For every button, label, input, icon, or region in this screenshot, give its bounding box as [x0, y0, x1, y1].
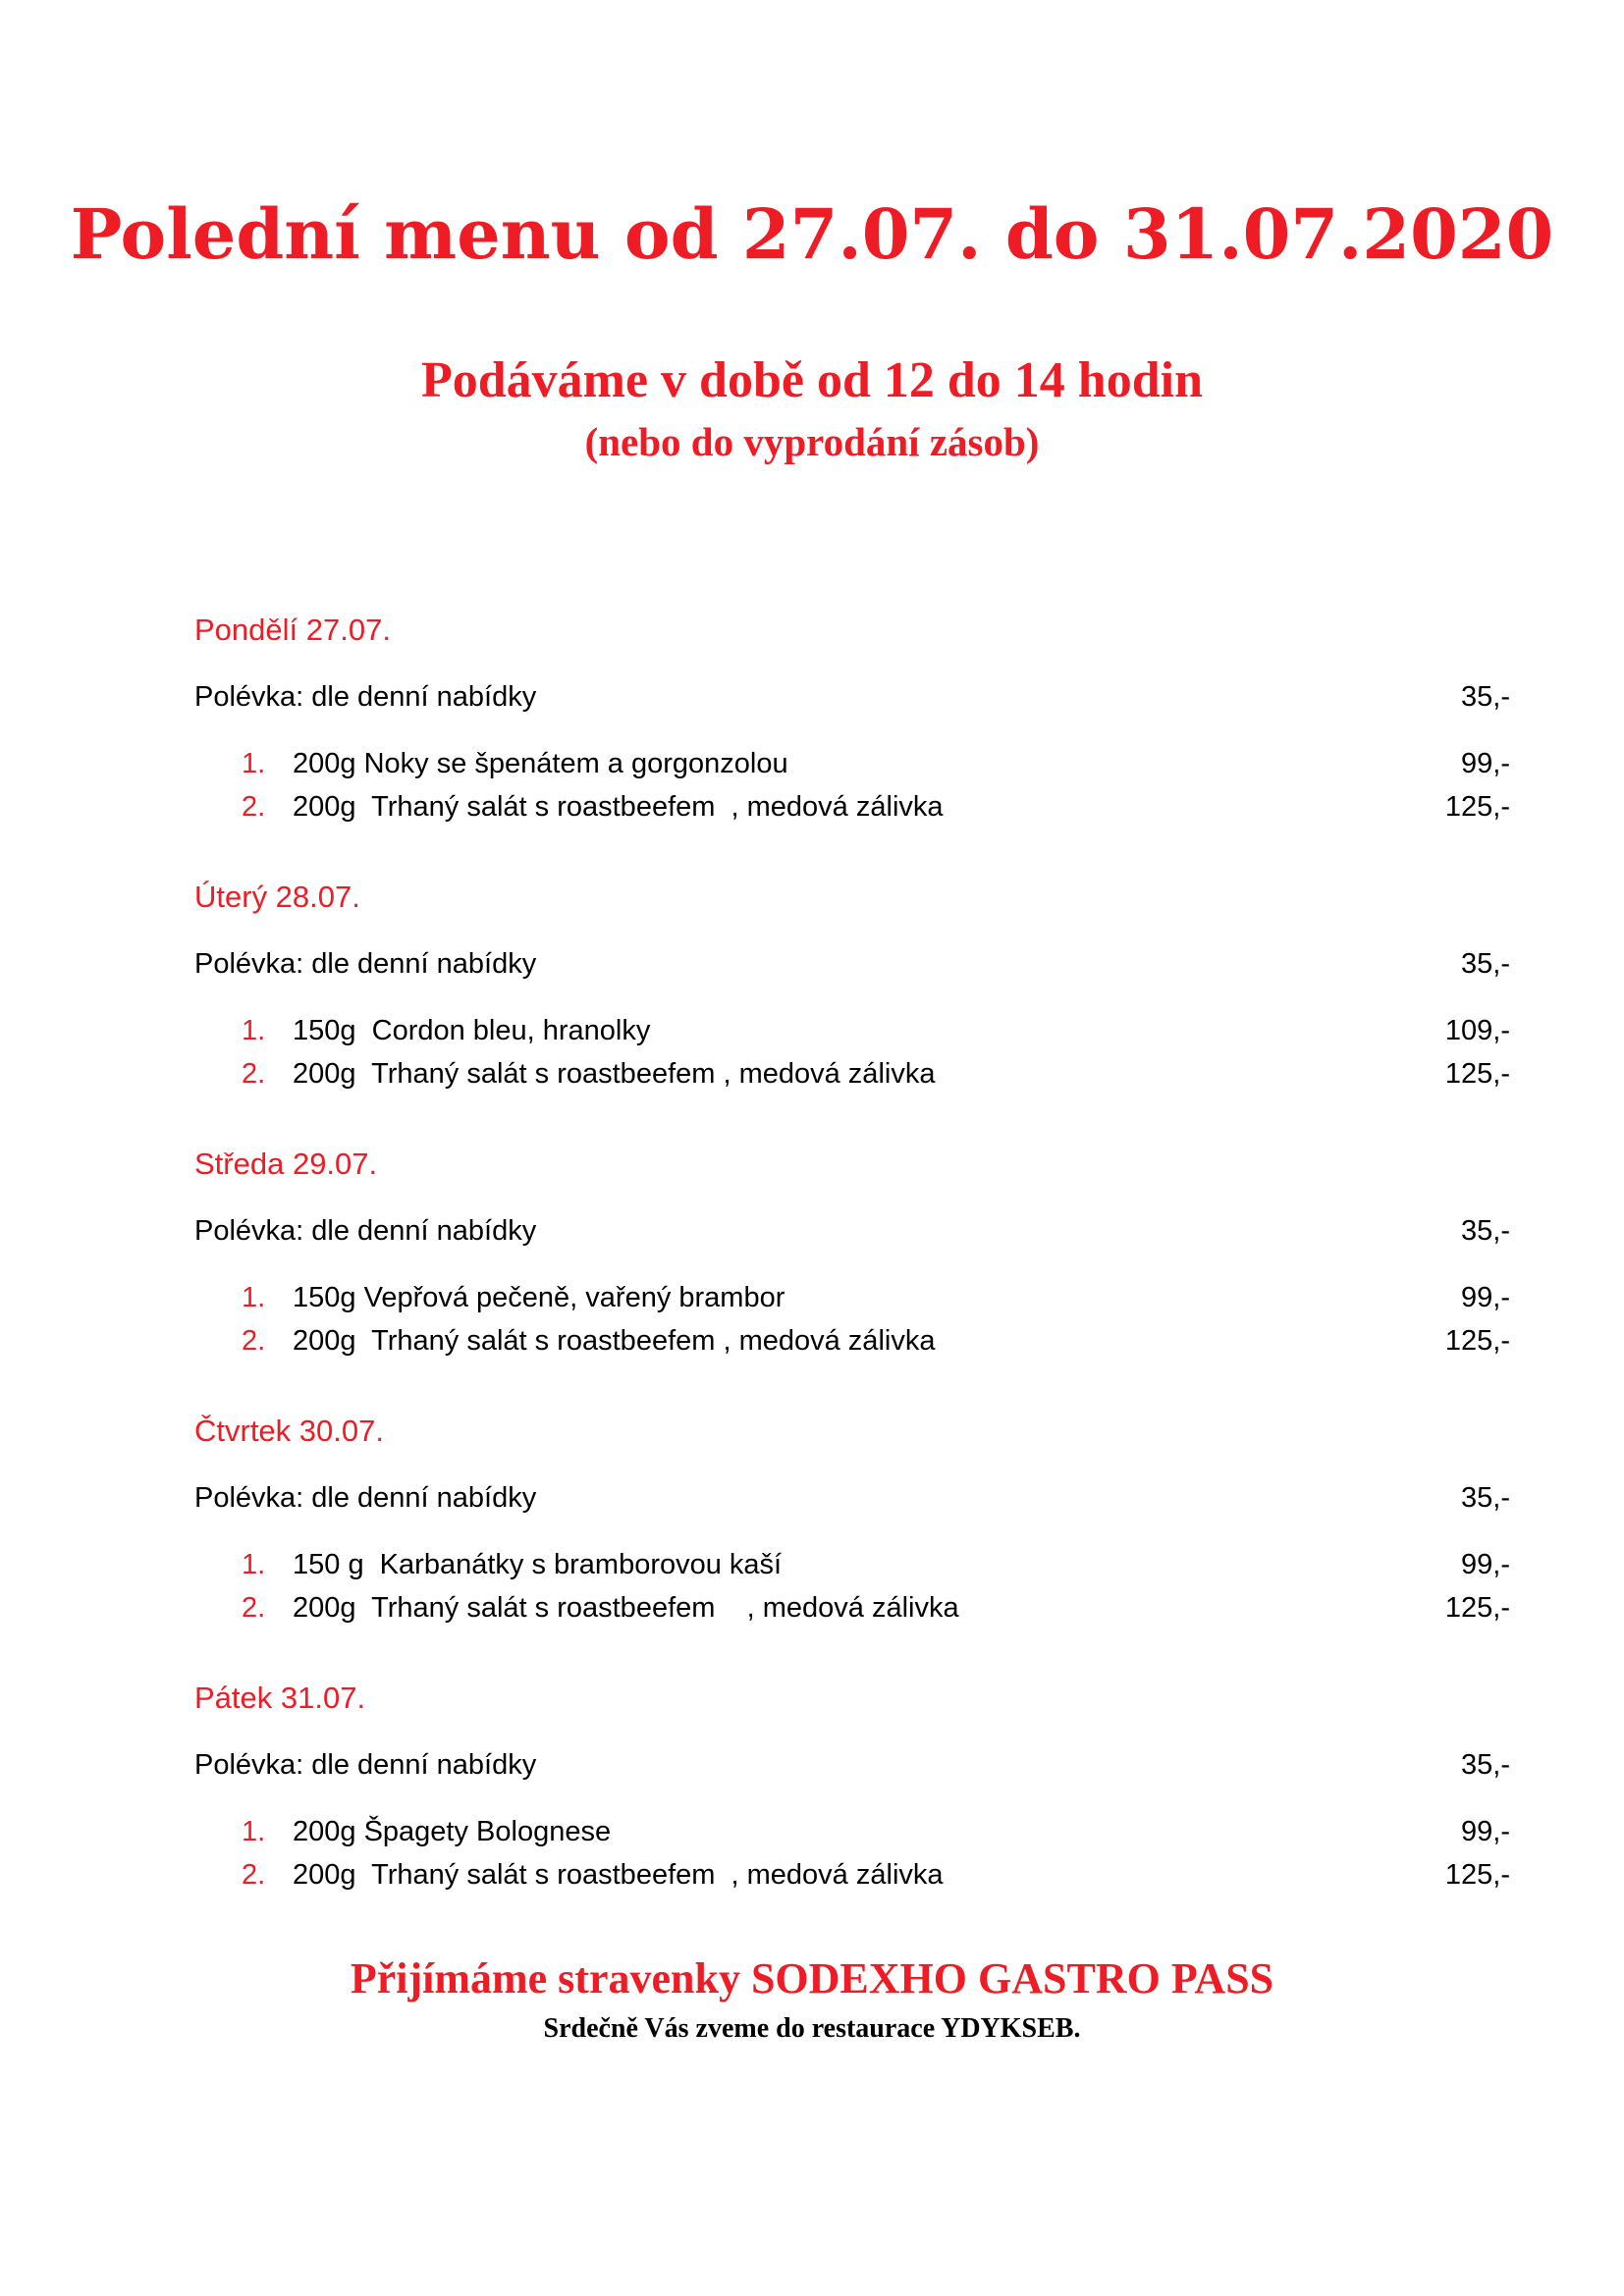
dish-row: [194, 1323, 1510, 1359]
dish-number: 2.: [242, 1325, 266, 1357]
day-heading: Pátek 31.07.: [194, 1681, 366, 1715]
dish-name: 200g Noky se špenátem a gorgonzolou: [293, 748, 788, 779]
dish-row: [194, 789, 1510, 825]
dish-row: [194, 1814, 1510, 1849]
day-wednesday: [194, 1145, 1510, 1412]
dish-number: 1.: [242, 1015, 266, 1046]
dish-number: 1.: [242, 1282, 266, 1313]
day-heading: Středa 29.07.: [194, 1147, 378, 1181]
dish-name: 200g Trhaný salát s roastbeefem , medová zálivka: [293, 1592, 959, 1624]
dish-number: 1.: [242, 748, 266, 779]
soup-price: 35,-: [1461, 1482, 1510, 1514]
dish-name: 150g Vepřová pečeně, vařený brambor: [293, 1282, 785, 1313]
day-heading: Čtvrtek 30.07.: [194, 1414, 384, 1448]
soup-label: Polévka: dle denní nabídky: [194, 1215, 537, 1247]
dish-price: 99,-: [1461, 1282, 1510, 1313]
day-heading: Úterý 28.07.: [194, 880, 360, 914]
soup-row: [194, 946, 1510, 982]
dish-name: 200g Trhaný salát s roastbeefem , medová zálivka: [293, 791, 944, 823]
soup-row: [194, 679, 1510, 715]
dish-number: 2.: [242, 791, 266, 823]
soup-price: 35,-: [1461, 1749, 1510, 1781]
dish-price: 125,-: [1444, 1058, 1510, 1090]
dish-row: [194, 1857, 1510, 1893]
dish-name: 150 g Karbanátky s bramborovou kaší: [293, 1549, 783, 1580]
dish-name: 200g Trhaný salát s roastbeefem , medová zálivka: [293, 1058, 936, 1090]
page-title: Polední menu od 27.07. do 31.07.2020: [70, 193, 1554, 275]
meal-voucher-notice: Přijímáme stravenky SODEXHO GASTRO PASS: [350, 1954, 1274, 2002]
serving-hours: Podáváme v době od 12 do 14 hodin: [420, 352, 1204, 408]
day-tuesday: [194, 878, 1510, 1145]
day-thursday: [194, 1412, 1510, 1679]
dish-price: 125,-: [1444, 1859, 1510, 1891]
dish-price: 125,-: [1444, 1325, 1510, 1357]
day-heading: Pondělí 27.07.: [194, 613, 391, 647]
soup-row: [194, 1213, 1510, 1249]
soup-row: [194, 1480, 1510, 1516]
serving-hours-note: (nebo do vyprodání zásob): [584, 419, 1040, 464]
soup-price: 35,-: [1461, 948, 1510, 980]
dish-number: 2.: [242, 1859, 266, 1891]
dish-price: 99,-: [1461, 748, 1510, 779]
dish-number: 1.: [242, 1549, 266, 1580]
dish-name: 150g Cordon bleu, hranolky: [293, 1015, 651, 1046]
dish-number: 2.: [242, 1592, 266, 1624]
soup-label: Polévka: dle denní nabídky: [194, 1749, 537, 1781]
dish-price: 99,-: [1461, 1816, 1510, 1847]
dish-row: [194, 1056, 1510, 1092]
dish-row: [194, 1280, 1510, 1315]
soup-label: Polévka: dle denní nabídky: [194, 1482, 537, 1514]
dish-price: 99,-: [1461, 1549, 1510, 1580]
soup-label: Polévka: dle denní nabídky: [194, 681, 537, 713]
dish-price: 125,-: [1444, 1592, 1510, 1624]
day-monday: [194, 611, 1510, 878]
dish-name: 200g Trhaný salát s roastbeefem , medová zálivka: [293, 1859, 944, 1891]
dish-row: [194, 746, 1510, 781]
dish-number: 1.: [242, 1816, 266, 1847]
weekly-menu: [194, 611, 1510, 1946]
soup-row: [194, 1747, 1510, 1783]
dish-row: [194, 1013, 1510, 1048]
soup-price: 35,-: [1461, 1215, 1510, 1247]
dish-price: 109,-: [1444, 1015, 1510, 1046]
dish-name: 200g Trhaný salát s roastbeefem , medová zálivka: [293, 1325, 936, 1357]
soup-label: Polévka: dle denní nabídky: [194, 948, 537, 980]
soup-price: 35,-: [1461, 681, 1510, 713]
dish-row: [194, 1590, 1510, 1626]
dish-price: 125,-: [1444, 791, 1510, 823]
dish-row: [194, 1547, 1510, 1582]
dish-name: 200g Špagety Bolognese: [293, 1816, 612, 1847]
dish-number: 2.: [242, 1058, 266, 1090]
invitation-text: Srdečně Vás zveme do restaurace YDYKSEB.: [543, 2013, 1081, 2044]
day-friday: [194, 1679, 1510, 1946]
